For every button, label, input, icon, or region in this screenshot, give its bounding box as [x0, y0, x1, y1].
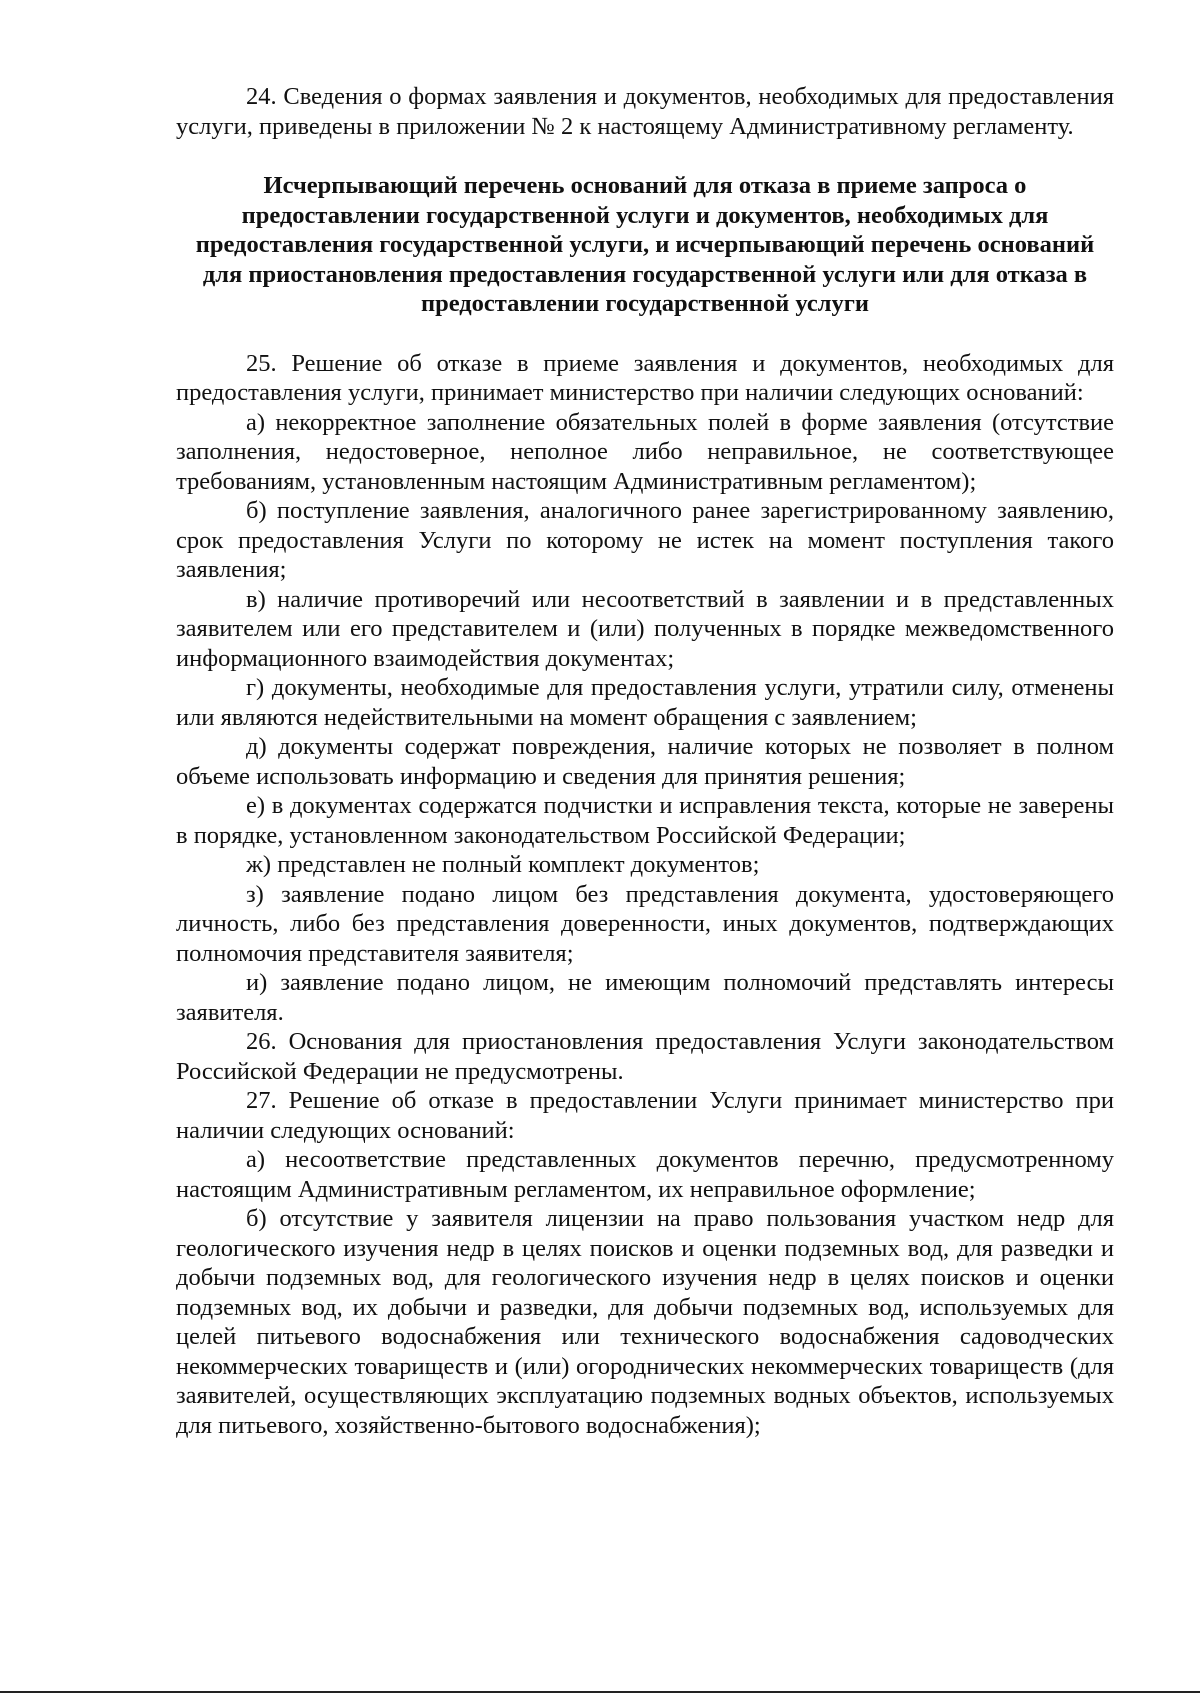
list-item-25-e: е) в документах содержатся подчистки и исправления текста, которые не заверены в порядке, установленном законодательством Российской Федерации; — [176, 792, 1114, 849]
bottom-divider — [0, 1691, 1200, 1693]
list-item-25-v: в) наличие противоречий или несоответствий в заявлении и в представленных заявителем или его представителем и (или) полученных в порядке межведомственного информационного взаимодействия документах; — [176, 585, 1114, 672]
paragraph-26: 26. Основания для приостановления предоставления Услуги законодательством Российской Федерации не предусмотрены. — [176, 1028, 1114, 1085]
list-item-27-b: б) отсутствие у заявителя лицензии на право пользования участком недр для геологического изучения недр в целях поисков и оценки подземных вод, для разведки и добычи подземных вод, для геологического изучения недр в целях поисков и оценки подземных вод, их добычи и разведки, для добычи подземных вод, используемых для целей питьевого водоснабжения или технического водоснабжения садоводческих некоммерческих товариществ и (или) огороднических некоммерческих товариществ (для заявителей, осуществляющих эксплуатацию подземных водных объектов, используемых для питьевого, хозяйственно-бытового водоснабжения); — [176, 1205, 1114, 1439]
list-item-25-b: б) поступление заявления, аналогичного ранее зарегистрированному заявлению, срок предоставления Услуги по которому не истек на момент поступления такого заявления; — [176, 497, 1114, 583]
list-item-25-z: з) заявление подано лицом без представления документа, удостоверяющего личность, либо без представления доверенности, иных документов, подтверждающих полномочия представителя заявителя; — [176, 880, 1114, 967]
list-item-25-i: и) заявление подано лицом, не имеющим полномочий представлять интересы заявителя. — [176, 969, 1114, 1026]
list-item-25-a: а) некорректное заполнение обязательных полей в форме заявления (отсутствие заполнения, недостоверное, неполное либо неправильное, не соответствующее требованиям, установленным настоящим Административным регламентом); — [176, 408, 1114, 495]
list-item-27-a: а) несоответствие представленных документов перечню, предусмотренному настоящим Административным регламентом, их неправильное оформление; — [176, 1146, 1114, 1203]
paragraph-27: 27. Решение об отказе в предоставлении Услуги принимает министерство при наличии следующих оснований: — [176, 1087, 1114, 1144]
list-item-25-zh: ж) представлен не полный комплект документов; — [246, 851, 760, 878]
list-item-25-g: г) документы, необходимые для предоставления услуги, утратили силу, отменены или являются недействительными на момент обращения с заявлением; — [176, 674, 1114, 731]
paragraph-24: 24. Сведения о формах заявления и документов, необходимых для предоставления услуги, приведены в приложении № 2 к настоящему Административному регламенту. — [176, 83, 1114, 140]
section-heading: Исчерпывающий перечень оснований для отказа в приеме запроса о предоставлении государственной услуги и документов, необходимых для предоставления государственной услуги, и исчерпывающий перечень оснований для приостановления предоставления государственной услуги или для отказа в предоставлении государственной услуги — [195, 172, 1095, 317]
list-item-25-d: д) документы содержат повреждения, наличие которых не позволяет в полном объеме использовать информацию и сведения для принятия решения; — [176, 733, 1114, 790]
document-page — [176, 82, 1114, 1440]
paragraph-25: 25. Решение об отказе в приеме заявления и документов, необходимых для предоставления услуги, принимает министерство при наличии следующих оснований: — [176, 349, 1114, 406]
